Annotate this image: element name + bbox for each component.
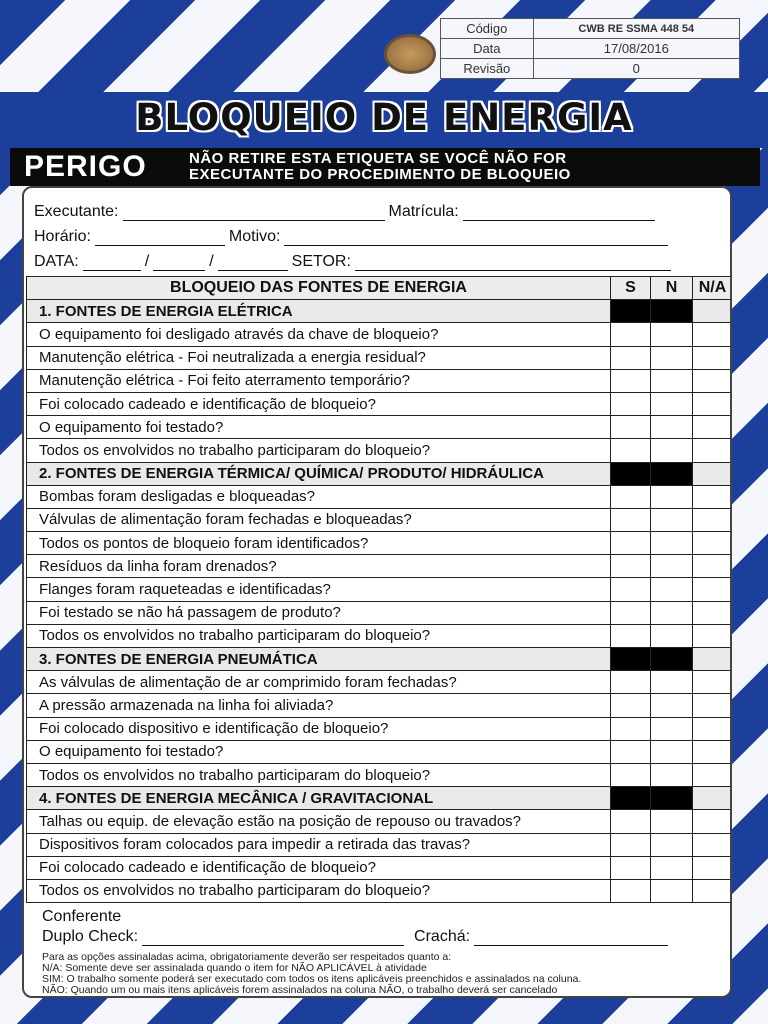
n-checkbox[interactable]: [651, 323, 693, 346]
checklist-row: [27, 879, 733, 902]
n-checkbox[interactable]: [651, 439, 693, 462]
col-na-block: [693, 300, 733, 323]
instructions-notes: [42, 952, 722, 996]
document-info-table: [440, 18, 740, 79]
checklist-row: [27, 578, 733, 601]
checklist-row: [27, 346, 733, 369]
checklist-question: Talhas ou equip. de elevação estão na posição de repouso ou travados?: [27, 810, 611, 833]
col-s-block: [611, 648, 651, 671]
n-checkbox[interactable]: [651, 694, 693, 717]
matricula-field[interactable]: [463, 205, 655, 221]
checklist-row: [27, 763, 733, 786]
s-checkbox[interactable]: [611, 369, 651, 392]
s-checkbox[interactable]: [611, 671, 651, 694]
s-checkbox[interactable]: [611, 555, 651, 578]
horario-field[interactable]: [95, 230, 225, 246]
na-checkbox[interactable]: [693, 717, 733, 740]
checklist-row: [27, 810, 733, 833]
n-checkbox[interactable]: [651, 879, 693, 902]
na-checkbox[interactable]: [693, 740, 733, 763]
n-checkbox[interactable]: [651, 555, 693, 578]
date-slash: /: [209, 253, 214, 270]
checklist-row: [27, 508, 733, 531]
lockout-form-card: [22, 186, 732, 998]
col-s-block: [611, 787, 651, 810]
conferente-label: Conferente: [42, 908, 122, 925]
horario-label: Horário:: [34, 228, 91, 245]
col-s-block: [611, 300, 651, 323]
na-checkbox[interactable]: [693, 439, 733, 462]
n-checkbox[interactable]: [651, 740, 693, 763]
section-header-row: [27, 648, 733, 671]
duplo-check-label: Duplo Check:: [42, 928, 139, 945]
col-n-header: N: [651, 277, 693, 300]
na-checkbox[interactable]: [693, 416, 733, 439]
revisao-value: 0: [533, 59, 739, 79]
checklist-question: Resíduos da linha foram drenados?: [27, 555, 611, 578]
na-checkbox[interactable]: [693, 532, 733, 555]
checklist-question: Todos os envolvidos no trabalho participaram do bloqueio?: [27, 763, 611, 786]
checklist-question: Foi colocado cadeado e identificação de bloqueio?: [27, 392, 611, 415]
col-n-block: [651, 648, 693, 671]
header-fields: [34, 196, 724, 271]
motivo-field[interactable]: [284, 230, 668, 246]
checklist-question: Dispositivos foram colocados para impedir a retirada das travas?: [27, 833, 611, 856]
na-checkbox[interactable]: [693, 369, 733, 392]
cracha-label: Crachá:: [414, 928, 471, 945]
n-checkbox[interactable]: [651, 392, 693, 415]
s-checkbox[interactable]: [611, 624, 651, 647]
s-checkbox[interactable]: [611, 856, 651, 879]
motivo-label: Motivo:: [228, 228, 281, 245]
s-checkbox[interactable]: [611, 717, 651, 740]
cracha-field[interactable]: [474, 930, 668, 946]
col-n-block: [651, 300, 693, 323]
col-na-block: [693, 787, 733, 810]
n-checkbox[interactable]: [651, 763, 693, 786]
section-header-row: [27, 787, 733, 810]
na-checkbox[interactable]: [693, 671, 733, 694]
page-title: BLOQUEIO DE ENERGIA: [135, 96, 633, 139]
checklist-row: [27, 717, 733, 740]
n-checkbox[interactable]: [651, 485, 693, 508]
col-n-block: [651, 462, 693, 485]
n-checkbox[interactable]: [651, 369, 693, 392]
setor-label: SETOR:: [291, 253, 351, 270]
na-checkbox[interactable]: [693, 694, 733, 717]
checklist-question: As válvulas de alimentação de ar comprimido foram fechadas?: [27, 671, 611, 694]
month-field[interactable]: [153, 255, 205, 271]
setor-field[interactable]: [355, 255, 671, 271]
n-checkbox[interactable]: [651, 717, 693, 740]
warning-line-2: EXECUTANTE DO PROCEDIMENTO DE BLOQUEIO: [189, 166, 571, 183]
codigo-label: Código: [441, 19, 534, 39]
danger-warning: [189, 151, 571, 183]
data-value: 17/08/2016: [533, 39, 739, 59]
col-na-block: [693, 462, 733, 485]
section-title: 4. FONTES DE ENERGIA MECÂNICA / GRAVITACIONAL: [27, 787, 611, 810]
section-title: 3. FONTES DE ENERGIA PNEUMÁTICA: [27, 648, 611, 671]
checklist-question: O equipamento foi desligado através da chave de bloqueio?: [27, 323, 611, 346]
na-checkbox[interactable]: [693, 879, 733, 902]
matricula-label: Matrícula:: [388, 203, 459, 220]
n-checkbox[interactable]: [651, 508, 693, 531]
double-check-section: [42, 906, 722, 946]
energy-sources-checklist: [26, 276, 732, 903]
checklist-row: [27, 624, 733, 647]
s-checkbox[interactable]: [611, 833, 651, 856]
checklist-question: Manutenção elétrica - Foi neutralizada a energia residual?: [27, 346, 611, 369]
year-field[interactable]: [218, 255, 288, 271]
codigo-value: CWB RE SSMA 448 54: [533, 19, 739, 39]
col-s-header: S: [611, 277, 651, 300]
note-line: NÃO: Quando um ou mais itens aplicáveis forem assinalados na coluna NÃO, o trabalho deverá ser cancelado: [42, 984, 558, 996]
executante-field[interactable]: [123, 205, 385, 221]
col-na-header: N/A: [693, 277, 733, 300]
na-checkbox[interactable]: [693, 485, 733, 508]
checklist-question: Todos os envolvidos no trabalho participaram do bloqueio?: [27, 624, 611, 647]
checklist-row: [27, 856, 733, 879]
s-checkbox[interactable]: [611, 508, 651, 531]
n-checkbox[interactable]: [651, 578, 693, 601]
n-checkbox[interactable]: [651, 346, 693, 369]
checklist-question: Todos os envolvidos no trabalho participaram do bloqueio?: [27, 879, 611, 902]
s-checkbox[interactable]: [611, 392, 651, 415]
section-header-row: [27, 300, 733, 323]
checklist-question: Válvulas de alimentação foram fechadas e bloqueadas?: [27, 508, 611, 531]
s-checkbox[interactable]: [611, 532, 651, 555]
s-checkbox[interactable]: [611, 346, 651, 369]
s-checkbox[interactable]: [611, 810, 651, 833]
checklist-header-row: [27, 277, 733, 300]
checklist-question: O equipamento foi testado?: [27, 740, 611, 763]
col-s-block: [611, 462, 651, 485]
n-checkbox[interactable]: [651, 833, 693, 856]
checklist-row: [27, 833, 733, 856]
executante-label: Executante:: [34, 203, 119, 220]
section-header-row: [27, 462, 733, 485]
n-checkbox[interactable]: [651, 532, 693, 555]
checklist-question: Foi colocado cadeado e identificação de bloqueio?: [27, 856, 611, 879]
checklist-title: BLOQUEIO DAS FONTES DE ENERGIA: [27, 277, 611, 300]
na-checkbox[interactable]: [693, 555, 733, 578]
checklist-row: [27, 532, 733, 555]
checklist-question: A pressão armazenada na linha foi aliviada?: [27, 694, 611, 717]
checklist-row: [27, 439, 733, 462]
na-checkbox[interactable]: [693, 856, 733, 879]
checklist-question: Foi colocado dispositivo e identificação de bloqueio?: [27, 717, 611, 740]
na-checkbox[interactable]: [693, 346, 733, 369]
checklist-question: Flanges foram raqueteadas e identificadas?: [27, 578, 611, 601]
s-checkbox[interactable]: [611, 416, 651, 439]
checklist-row: [27, 671, 733, 694]
checklist-row: [27, 323, 733, 346]
section-title: 2. FONTES DE ENERGIA TÉRMICA/ QUÍMICA/ PRODUTO/ HIDRÁULICA: [27, 462, 611, 485]
revisao-label: Revisão: [441, 59, 534, 79]
data-field-label: DATA:: [34, 253, 79, 270]
n-checkbox[interactable]: [651, 856, 693, 879]
note-line: Para as opções assinaladas acima, obrigatoriamente deverão ser respeitados quanto a:: [42, 951, 452, 963]
na-checkbox[interactable]: [693, 601, 733, 624]
s-checkbox[interactable]: [611, 439, 651, 462]
na-checkbox[interactable]: [693, 833, 733, 856]
checklist-row: [27, 601, 733, 624]
s-checkbox[interactable]: [611, 578, 651, 601]
s-checkbox[interactable]: [611, 740, 651, 763]
warning-line-1: NÃO RETIRE ESTA ETIQUETA SE VOCÊ NÃO FOR: [189, 150, 567, 167]
n-checkbox[interactable]: [651, 416, 693, 439]
danger-banner: [10, 148, 760, 186]
s-checkbox[interactable]: [611, 694, 651, 717]
tag-hole-icon: [384, 34, 436, 74]
checklist-row: [27, 416, 733, 439]
na-checkbox[interactable]: [693, 810, 733, 833]
col-n-block: [651, 787, 693, 810]
s-checkbox[interactable]: [611, 601, 651, 624]
day-field[interactable]: [83, 255, 141, 271]
data-label: Data: [441, 39, 534, 59]
checklist-question: Bombas foram desligadas e bloqueadas?: [27, 485, 611, 508]
note-line: N/A: Somente deve ser assinalada quando o item for NÃO APLICÁVEL à atividade: [42, 962, 427, 974]
checklist-question: Todos os envolvidos no trabalho participaram do bloqueio?: [27, 439, 611, 462]
duplo-check-field[interactable]: [142, 930, 404, 946]
section-title: 1. FONTES DE ENERGIA ELÉTRICA: [27, 300, 611, 323]
na-checkbox[interactable]: [693, 323, 733, 346]
na-checkbox[interactable]: [693, 508, 733, 531]
checklist-question: Foi testado se não há passagem de produto?: [27, 601, 611, 624]
na-checkbox[interactable]: [693, 392, 733, 415]
checklist-question: Manutenção elétrica - Foi feito aterramento temporário?: [27, 369, 611, 392]
checklist-row: [27, 485, 733, 508]
checklist-row: [27, 555, 733, 578]
n-checkbox[interactable]: [651, 671, 693, 694]
col-na-block: [693, 648, 733, 671]
note-line: SIM: O trabalho somente poderá ser executado com todos os itens aplicáveis preenchidos e assinalados na coluna.: [42, 973, 582, 985]
checklist-question: O equipamento foi testado?: [27, 416, 611, 439]
checklist-row: [27, 740, 733, 763]
danger-label: PERIGO: [24, 150, 147, 183]
s-checkbox[interactable]: [611, 323, 651, 346]
date-slash: /: [144, 253, 150, 270]
n-checkbox[interactable]: [651, 601, 693, 624]
na-checkbox[interactable]: [693, 578, 733, 601]
checklist-row: [27, 392, 733, 415]
checklist-row: [27, 694, 733, 717]
s-checkbox[interactable]: [611, 485, 651, 508]
s-checkbox[interactable]: [611, 879, 651, 902]
s-checkbox[interactable]: [611, 763, 651, 786]
n-checkbox[interactable]: [651, 810, 693, 833]
checklist-row: [27, 369, 733, 392]
n-checkbox[interactable]: [651, 624, 693, 647]
checklist-question: Todos os pontos de bloqueio foram identificados?: [27, 532, 611, 555]
na-checkbox[interactable]: [693, 624, 733, 647]
na-checkbox[interactable]: [693, 763, 733, 786]
